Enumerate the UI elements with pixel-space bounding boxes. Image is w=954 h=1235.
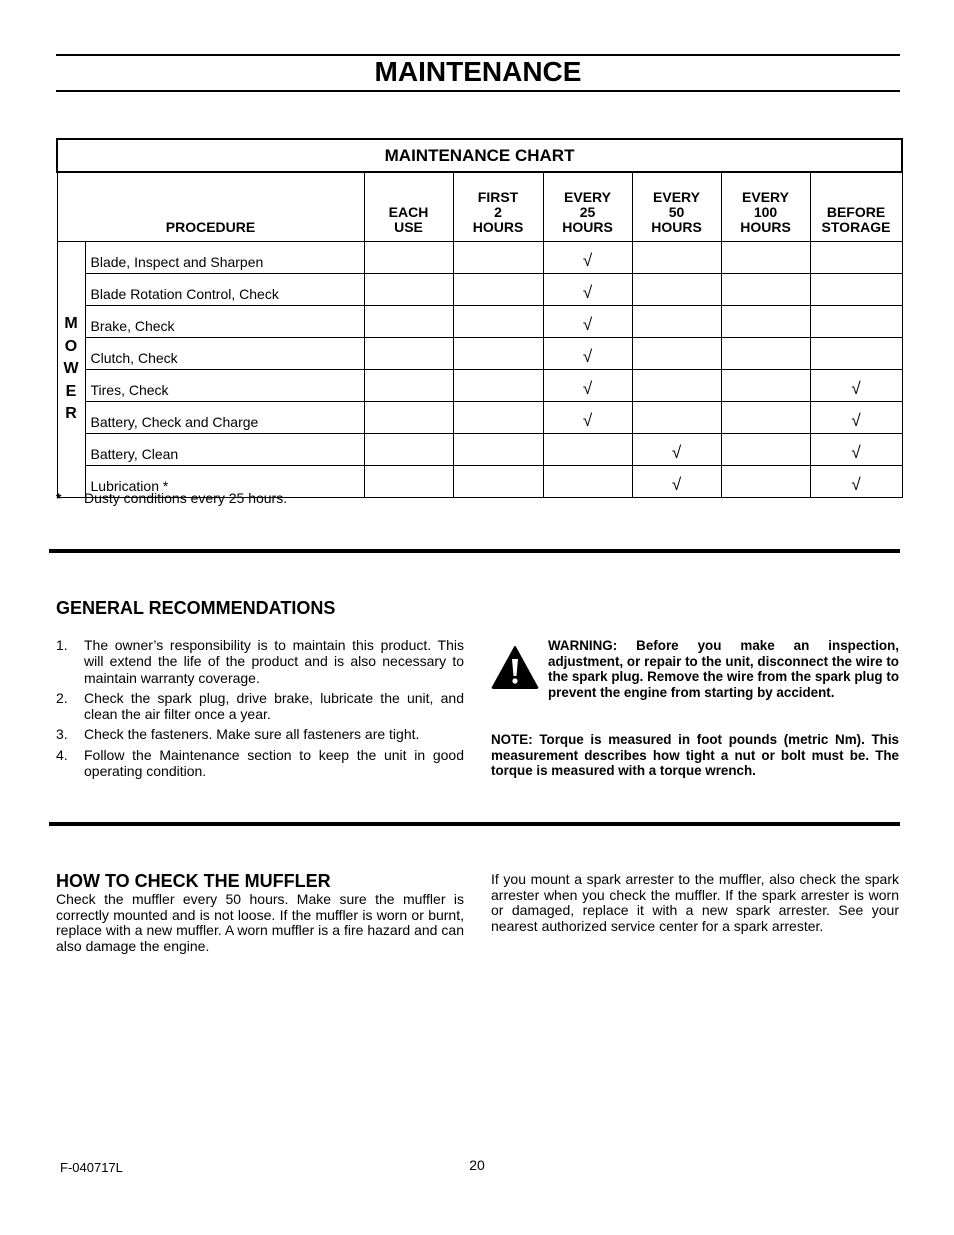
procedure-cell: Brake, Check <box>85 306 364 338</box>
empty-cell <box>810 242 902 274</box>
list-item-number: 1. <box>56 637 68 653</box>
empty-cell <box>364 370 453 402</box>
procedure-cell: Lubrication * <box>85 466 364 498</box>
column-header-line: EACH <box>388 204 429 220</box>
procedure-cell: Battery, Check and Charge <box>85 402 364 434</box>
column-header-line: HOURS <box>562 219 613 235</box>
empty-cell <box>364 274 453 306</box>
column-header-every-100 <box>721 172 810 242</box>
list-item <box>56 726 464 742</box>
column-header-line: 2 <box>494 204 502 220</box>
column-header-line: USE <box>394 219 423 235</box>
empty-cell <box>721 306 810 338</box>
empty-cell <box>453 466 543 498</box>
check-mark-cell: √ <box>543 338 632 370</box>
column-header-line: STORAGE <box>821 219 891 235</box>
empty-cell <box>543 466 632 498</box>
torque-note: NOTE: Torque is measured in foot pounds (metric Nm). This measurement describes how tight a nut or bolt must be. The torque is measured with a torque wrench. <box>491 732 899 779</box>
empty-cell <box>364 434 453 466</box>
empty-cell <box>721 466 810 498</box>
footnote-symbol: * <box>56 490 62 506</box>
side-label-letter: R <box>65 405 77 423</box>
empty-cell <box>721 434 810 466</box>
list-item <box>56 747 464 780</box>
column-header-every-25 <box>543 172 632 242</box>
table-row <box>57 242 902 274</box>
check-mark-cell: √ <box>810 466 902 498</box>
empty-cell <box>810 274 902 306</box>
column-header-line: 25 <box>579 204 596 220</box>
procedure-cell: Blade Rotation Control, Check <box>85 274 364 306</box>
table-row <box>57 338 902 370</box>
list-item-number: 2. <box>56 689 68 706</box>
empty-cell <box>453 434 543 466</box>
check-mark-cell: √ <box>810 434 902 466</box>
recommendations-list <box>56 637 464 783</box>
procedure-cell: Blade, Inspect and Sharpen <box>85 242 364 274</box>
empty-cell <box>632 370 721 402</box>
empty-cell <box>810 306 902 338</box>
empty-cell <box>543 434 632 466</box>
maintenance-chart <box>56 138 903 498</box>
empty-cell <box>364 306 453 338</box>
chart-title: MAINTENANCE CHART <box>57 139 902 172</box>
side-label-letter: E <box>65 382 77 400</box>
empty-cell <box>721 242 810 274</box>
chart-footnote <box>56 490 287 506</box>
empty-cell <box>453 242 543 274</box>
column-header-line: HOURS <box>740 219 791 235</box>
column-header-line: PROCEDURE <box>165 219 256 235</box>
empty-cell <box>453 274 543 306</box>
section-divider <box>49 549 900 553</box>
check-mark-cell: √ <box>543 242 632 274</box>
check-mark-cell: √ <box>632 466 721 498</box>
empty-cell <box>453 402 543 434</box>
column-header-every-50 <box>632 172 721 242</box>
chart-header-row <box>57 172 902 242</box>
empty-cell <box>721 338 810 370</box>
section-divider <box>49 822 900 826</box>
muffler-left-paragraph: Check the muffler every 50 hours. Make sure the muffler is correctly mounted and is not loose. If the muffler is worn or burnt, replace with a new muffler. A worn muffler is a fire hazard and can also damage the engine. <box>56 891 464 954</box>
empty-cell <box>632 402 721 434</box>
empty-cell <box>364 402 453 434</box>
warning-text: WARNING: Before you make an inspection, adjustment, or repair to the unit, disconnect the wire to the spark plug. Remove the wire from the spark plug to prevent the engine from starting by accident. <box>548 638 899 701</box>
page-title: MAINTENANCE <box>374 56 582 87</box>
list-item <box>56 637 464 686</box>
column-header-line: EVERY <box>742 189 789 205</box>
column-header-line: FIRST <box>477 189 519 205</box>
empty-cell <box>364 338 453 370</box>
list-item-text: The owner’s responsibility is to maintain this product. This will extend the life of the product and is also necessary to maintain warranty coverage. <box>84 637 464 686</box>
procedure-cell: Battery, Clean <box>85 434 364 466</box>
empty-cell <box>364 242 453 274</box>
general-recommendations-heading: GENERAL RECOMMENDATIONS <box>56 598 336 618</box>
column-header-line: 100 <box>753 204 778 220</box>
table-row <box>57 274 902 306</box>
column-header-line: HOURS <box>651 219 702 235</box>
empty-cell <box>632 242 721 274</box>
column-header-procedure <box>57 172 364 242</box>
check-mark-cell: √ <box>543 402 632 434</box>
muffler-heading: HOW TO CHECK THE MUFFLER <box>56 871 331 891</box>
empty-cell <box>453 306 543 338</box>
empty-cell <box>721 274 810 306</box>
table-row <box>57 434 902 466</box>
empty-cell <box>632 306 721 338</box>
side-label-letter: W <box>63 360 79 378</box>
column-header-first-2 <box>453 172 543 242</box>
check-mark-cell: √ <box>543 306 632 338</box>
table-row <box>57 370 902 402</box>
check-mark-cell: √ <box>543 370 632 402</box>
side-label-letter: O <box>64 337 78 355</box>
column-header-line: BEFORE <box>826 204 886 220</box>
column-header-line: EVERY <box>653 189 700 205</box>
column-header-before-storage <box>810 172 902 242</box>
list-item-text: Follow the Maintenance section to keep the unit in good operating condition. <box>84 746 464 780</box>
warning-icon <box>491 645 539 689</box>
empty-cell <box>453 370 543 402</box>
empty-cell <box>810 338 902 370</box>
check-mark-cell: √ <box>543 274 632 306</box>
list-item-text: Check the spark plug, drive brake, lubricate the unit, and clean the air filter once a year. <box>84 689 464 723</box>
empty-cell <box>721 370 810 402</box>
procedure-cell: Tires, Check <box>85 370 364 402</box>
column-header-line: 50 <box>668 204 685 220</box>
mower-side-label <box>57 242 85 498</box>
table-row <box>57 306 902 338</box>
empty-cell <box>364 466 453 498</box>
title-bottom-rule <box>56 90 900 92</box>
muffler-right-paragraph: If you mount a spark arrester to the muffler, also check the spark arrester when you check the muffler. If the spark arrester is worn or damaged, replace it with a new spark arrester. See your nearest authorized service center for a spark arrester. <box>491 871 899 934</box>
procedure-cell: Clutch, Check <box>85 338 364 370</box>
column-header-line: EVERY <box>564 189 611 205</box>
side-label-letter: M <box>64 315 78 333</box>
table-row <box>57 402 902 434</box>
check-mark-cell: √ <box>632 434 721 466</box>
check-mark-cell: √ <box>810 370 902 402</box>
document-code: F-040717L <box>60 1160 123 1175</box>
list-item-number: 3. <box>56 726 68 743</box>
column-header-each-use <box>364 172 453 242</box>
empty-cell <box>632 338 721 370</box>
list-item-number: 4. <box>56 746 68 763</box>
column-header-line: HOURS <box>472 219 524 235</box>
empty-cell <box>632 274 721 306</box>
footnote-text: Dusty conditions every 25 hours. <box>84 490 288 506</box>
page-number: 20 <box>469 1157 485 1173</box>
empty-cell <box>453 338 543 370</box>
check-mark-cell: √ <box>810 402 902 434</box>
list-item-text: Check the fasteners. Make sure all fasteners are tight. <box>84 726 420 743</box>
list-item <box>56 690 464 723</box>
empty-cell <box>721 402 810 434</box>
